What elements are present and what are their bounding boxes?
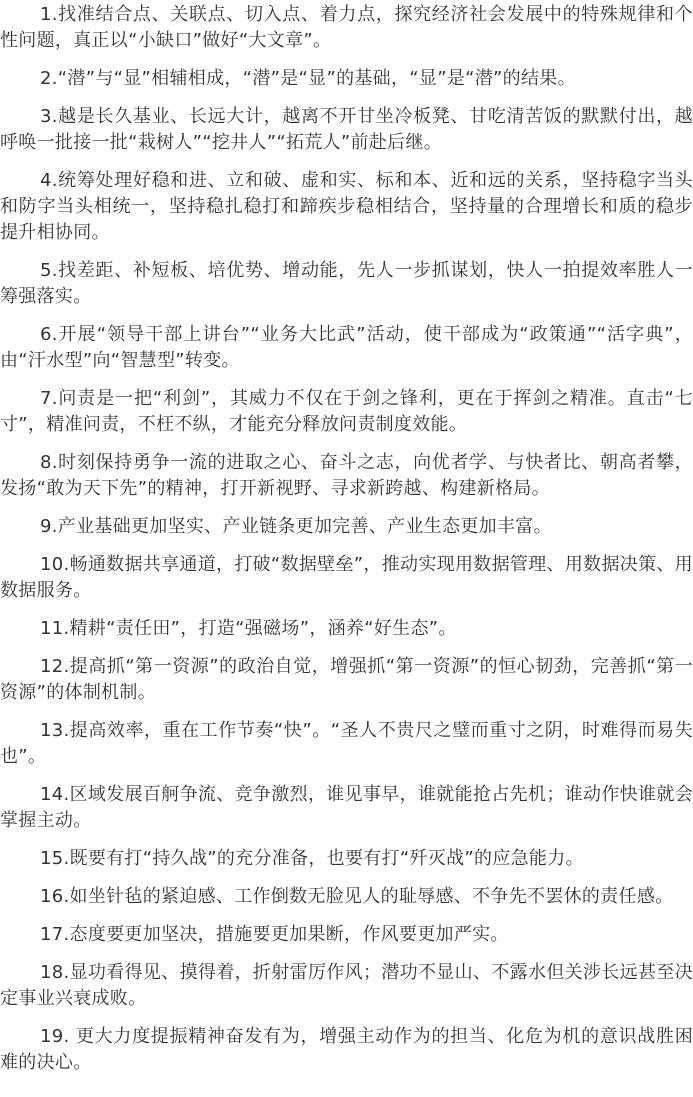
paragraph-3: 3.越是长久基业、长远大计，越离不开甘坐冷板凳、甘吃清苦饭的默默付出，越呼唤一批接一批“栽树人”“挖井人”“拓荒人”前赴后继。 (0, 106, 693, 153)
paragraph-5: 5.找差距、补短板、培优势、增动能，先人一步抓谋划，快人一拍提效率胜人一筹强落实。 (0, 260, 693, 307)
paragraph-10: 10.畅通数据共享通道，打破“数据壁垒”，推动实现用数据管理、用数据决策、用数据服务。 (0, 554, 693, 601)
paragraph-12: 12.提高抓“第一资源”的政治自觉，增强抓“第一资源”的恒心韧劲，完善抓“第一资源”的体制机制。 (0, 656, 693, 703)
paragraph-2: 2.“潜”与“显”相辅相成，“潜”是“显”的基础，“显”是“潜”的结果。 (40, 68, 576, 89)
paragraph-9: 9.产业基础更加坚实、产业链条更加完善、产业生态更加丰富。 (40, 516, 552, 537)
paragraph-11: 11.精耕“责任田”，打造“强磁场”，涵养“好生态”。 (40, 618, 457, 639)
paragraph-6: 6.开展“领导干部上讲台”“业务大比武”活动，使干部成为“政策通”“活字典”，由“汗水型”向“智慧型”转变。 (0, 324, 693, 371)
paragraph-18: 18.显功看得见、摸得着，折射雷厉作风；潜功不显山、不露水但关涉长远甚至决定事业兴衰成败。 (0, 962, 693, 1009)
paragraph-4: 4.统筹处理好稳和进、立和破、虚和实、标和本、近和远的关系，坚持稳字当头和防字当头相统一，坚持稳扎稳打和蹄疾步稳相结合，坚持量的合理增长和质的稳步提升相协同。 (0, 170, 693, 243)
paragraph-19: 19. 更大力度提振精神奋发有为，增强主动作为的担当、化危为机的意识战胜困难的决心。 (0, 1026, 693, 1073)
paragraph-17: 17.态度要更加坚决，措施要更加果断，作风要更加严实。 (40, 924, 509, 945)
paragraph-1: 1.找准结合点、关联点、切入点、着力点，探究经济社会发展中的特殊规律和个性问题，真正以“小缺口”做好“大文章”。 (0, 4, 693, 51)
paragraph-13: 13.提高效率，重在工作节奏“快”。“圣人不贵尺之璧而重寸之阴，时难得而易失也”。 (0, 720, 693, 767)
paragraph-14: 14.区域发展百舸争流、竞争激烈，谁见事早，谁就能抢占先机；谁动作快谁就会掌握主动。 (0, 784, 693, 831)
paragraph-15: 15.既要有打“持久战”的充分准备，也要有打“歼灭战”的应急能力。 (40, 848, 584, 869)
paragraph-16: 16.如坐针毡的紧迫感、工作倒数无脸见人的耻辱感、不争先不罢休的责任感。 (40, 886, 674, 907)
paragraph-8: 8.时刻保持勇争一流的进取之心、奋斗之志，向优者学、与快者比、朝高者攀，发扬“敢为天下先”的精神，打开新视野、寻求新跨越、构建新格局。 (0, 452, 693, 499)
paragraph-7: 7.问责是一把“利剑”，其威力不仅在于剑之锋利，更在于挥剑之精准。直击“七寸”，精准问责，不枉不纵，才能充分释放问责制度效能。 (0, 388, 693, 435)
